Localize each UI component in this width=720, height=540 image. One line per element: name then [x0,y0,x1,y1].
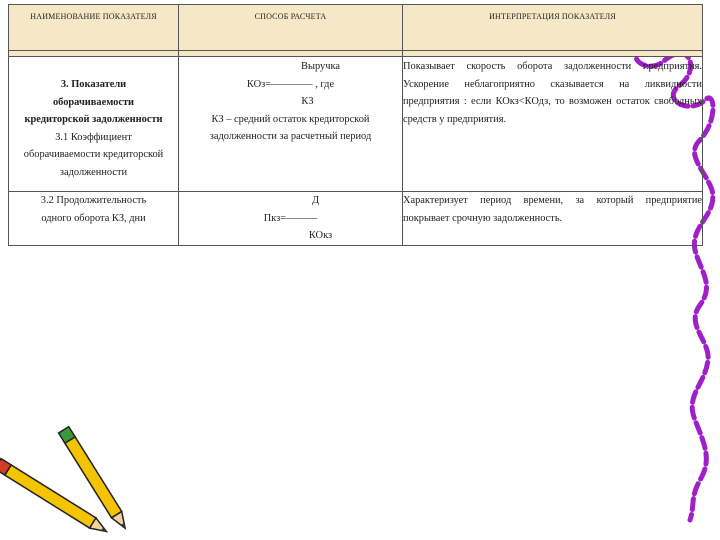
indicators-table [8,4,703,246]
table-row [9,192,703,246]
table-header-row [9,5,703,51]
row1-name: 3. Показатели оборачиваемости кредиторской задолженности 3.1 Коэффициент оборачиваемости кредиторской задолженности [9,57,179,192]
header-name: НАИМЕНОВАНИЕ ПОКАЗАТЕЛЯ [9,5,179,51]
row2-interpretation: Характеризует период времени, за который предприятие покрывает срочную задолженность. [403,192,703,246]
row2-name: 3.2 Продолжительность одного оборота КЗ, дни [9,192,179,246]
table-row [9,57,703,192]
row1-calculation: Выручка КОз=———— , где КЗ КЗ – средний остаток кредиторской задолженности за расчетный период [179,57,403,192]
header-calculation: СПОСОБ РАСЧЕТА [179,5,403,51]
row2-calculation: Д Пкз=——— КОкз [179,192,403,246]
header-interpretation: ИНТЕРПРЕТАЦИЯ ПОКАЗАТЕЛЯ [403,5,703,51]
row1-interpretation: Показывает скорость оборота задолженности предприятия. Ускорение неблагоприятно сказывается на ликвидности предприятия : если КОкз<КОдз, то возможен остаток свободных средств у предприятия. [403,57,703,192]
